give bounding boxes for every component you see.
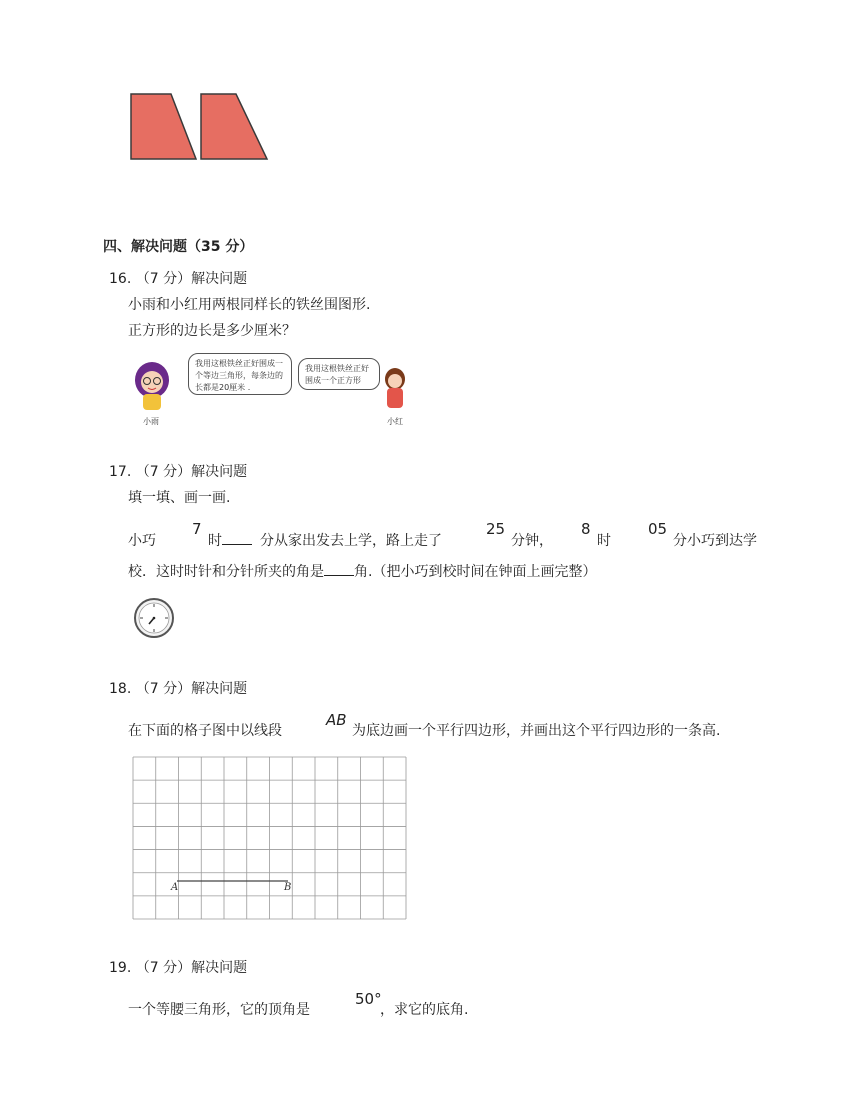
girl-xiaohong-avatar: [380, 366, 410, 412]
grid-paper[interactable]: [131, 755, 408, 921]
q16-title: [109, 268, 247, 288]
q17-title: [109, 461, 247, 481]
q19-angle-value: 50°: [355, 990, 382, 1008]
caption-xiaohong: 小红: [387, 417, 403, 426]
q19-text-a: 一个等腰三角形，它的顶角是: [128, 1002, 310, 1018]
q17-line3: 校．这时时针和分针所夹的角是 角.（把小巧到校时间在钟面上画完整）: [128, 561, 596, 581]
q17-seg4: 分钟，: [511, 533, 553, 549]
q18-number: 18.: [109, 681, 132, 697]
q19-title: [109, 957, 247, 977]
q19-header: （7 分）解决问题: [135, 960, 248, 976]
q19-text-b: ，求它的底角.: [380, 1002, 469, 1018]
q16-number: 16.: [109, 271, 132, 287]
clock-face-icon[interactable]: [133, 597, 175, 639]
q16-line1: 小雨和小红用两根同样长的铁丝围图形.: [128, 297, 371, 313]
q17-line1: 填一填、画一画.: [128, 490, 231, 506]
speech-bubble-right: 我用这根铁丝正好围成一个正方形: [298, 358, 380, 390]
q17-value-hour: 7: [192, 520, 202, 538]
q17-seg3: 分从家出发去上学，路上走了: [260, 533, 442, 549]
trapezoid-right: [201, 94, 267, 159]
q18-title: [109, 678, 247, 698]
q18-text-b: 为底边画一个平行四边形，并画出这个平行四边形的一条高.: [352, 723, 721, 739]
q18-text-a: 在下面的格子图中以线段: [128, 723, 282, 739]
q16-line2: 正方形的边长是多少厘米？: [128, 323, 296, 339]
girl-xiaoyu-avatar: [132, 360, 172, 412]
q17-seg6: 分小巧到达学: [673, 533, 757, 549]
q17-number: 17.: [109, 464, 132, 480]
point-a-label: A: [171, 882, 179, 893]
section-heading: 四、解决问题（35 分）: [103, 239, 254, 255]
q17-value-arrive-min: 05: [648, 520, 668, 538]
point-b-label: B: [284, 882, 292, 893]
q17-value-minutes: 25: [486, 520, 506, 538]
q17-minute-blank[interactable]: [222, 530, 252, 545]
q17-seg1: 小巧: [128, 533, 156, 549]
q17-angle-blank[interactable]: [324, 561, 354, 576]
q18-segment-ab: AB: [326, 711, 347, 729]
q19-number: 19.: [109, 960, 132, 976]
q17-seg2: 时: [208, 530, 252, 550]
q17-value-arrive-hour: 8: [581, 520, 591, 538]
trapezoid-figures: [125, 88, 275, 164]
caption-xiaoyu: 小雨: [143, 417, 159, 426]
speech-bubble-left: 我用这根铁丝正好围成一个等边三角形，每条边的长都是20厘米 .: [188, 353, 292, 395]
trapezoid-left: [131, 94, 196, 159]
q16-header: （7 分）解决问题: [135, 271, 248, 287]
q17-seg5: 时: [597, 533, 611, 549]
q17-header: （7 分）解决问题: [135, 464, 248, 480]
q18-header: （7 分）解决问题: [135, 681, 248, 697]
